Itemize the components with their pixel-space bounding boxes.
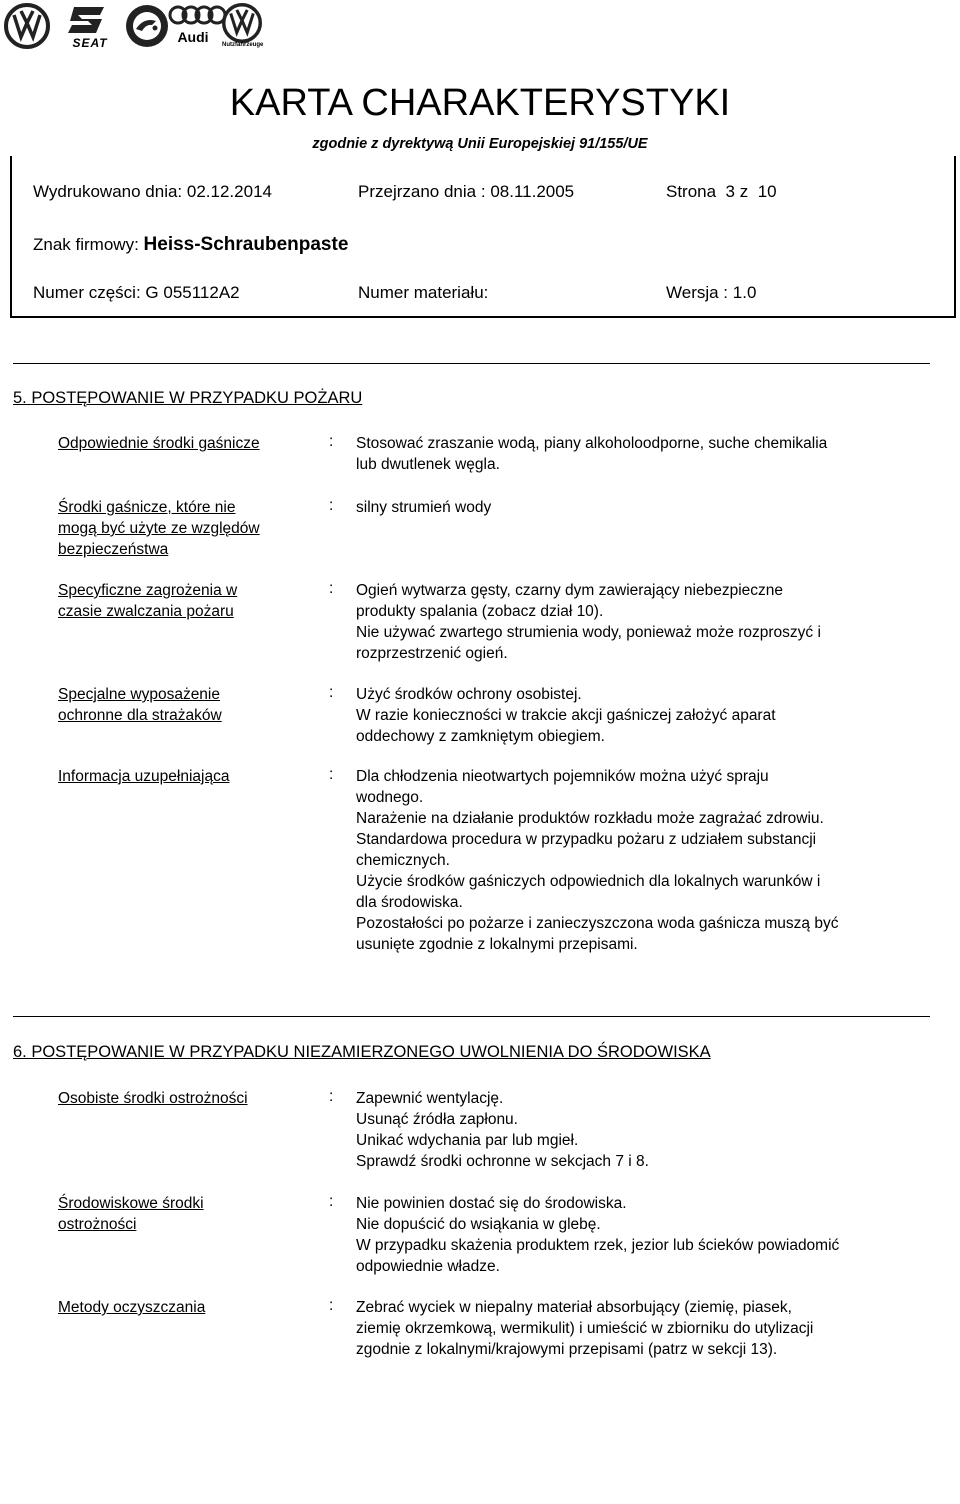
nutzfahrzeuge-wordmark: Nutzfahrzeuge bbox=[222, 42, 264, 48]
printed-date: Wydrukowano dnia: 02.12.2014 bbox=[33, 182, 272, 201]
colon: : bbox=[329, 1088, 334, 1105]
version-value: 1.0 bbox=[732, 283, 757, 302]
colon: : bbox=[329, 684, 334, 701]
colon: : bbox=[329, 580, 334, 597]
seat-wordmark: SEAT bbox=[72, 36, 108, 50]
personal-precautions-label: Osobiste środki ostrożności bbox=[58, 1090, 248, 1107]
colon: : bbox=[329, 766, 334, 783]
reviewed-date: Przejrzano dnia : 08.11.2005 bbox=[358, 182, 575, 201]
printed-date-value: 02.12.2014 bbox=[186, 182, 272, 201]
document-title: KARTA CHARAKTERYSTYKI bbox=[229, 82, 731, 124]
unsuitable-media-value: silny strumień wody bbox=[356, 499, 492, 516]
audi-wordmark: Audi bbox=[177, 29, 209, 45]
trade-name: Znak firmowy: Heiss-Schraubenpaste bbox=[33, 234, 349, 255]
vw-commercial-logo bbox=[222, 3, 268, 49]
environmental-precautions-label: Środowiskowe środki ostrożności bbox=[58, 1195, 204, 1233]
skoda-logo bbox=[122, 3, 172, 49]
document-subtitle: zgodnie z dyrektywą Unii Europejskiej 91/155/UE bbox=[312, 136, 648, 152]
page-number: Strona 3 z 10 bbox=[666, 182, 777, 201]
audi-logo bbox=[166, 3, 228, 49]
specific-hazards-value: Ogień wytwarza gęsty, czarny dym zawierający niebezpieczne produkty spalania (zobacz dział 10). Nie używać zwartego strumienia wody, ponieważ może rozproszyć i rozprzestrzenić ogień. bbox=[356, 582, 821, 662]
colon: : bbox=[329, 1297, 334, 1314]
firefighter-equipment-label: Specjalne wyposażenie ochronne dla strażaków bbox=[58, 686, 222, 724]
environmental-precautions-value: Nie powinien dostać się do środowiska. Nie dopuścić do wsiąkania w glebę. W przypadku skażenia produktem rzek, jezior lub ścieków powiadomić odpowiednie władze. bbox=[356, 1195, 840, 1275]
section-6-rule bbox=[13, 1016, 930, 1017]
personal-precautions-value: Zapewnić wentylację. Usunąć źródła zapłonu. Unikać wdychania par lub mgieł. Sprawdź środki ochronne w sekcjach 7 i 8. bbox=[356, 1090, 649, 1170]
section-5-rule bbox=[13, 363, 930, 364]
section-5-title: 5. POSTĘPOWANIE W PRZYPADKU POŻARU bbox=[13, 389, 363, 407]
material-number: Numer materiału: bbox=[358, 283, 489, 302]
vw-logo bbox=[4, 3, 50, 49]
additional-info-label: Informacja uzupełniająca bbox=[58, 768, 230, 785]
additional-info-value: Dla chłodzenia nieotwartych pojemników można użyć spraju wodnego. Narażenie na działanie produktów rozkładu może zagrażać zdrowiu. Standardowa procedura w przypadku pożaru z udziałem substancji chemicznych. Użycie środków gaśniczych odpowiednich dla lokalnych warunków i dla środowiska. Pozostałości po pożarze i zanieczyszczona woda gaśnicza muszą być usunięte zgodnie z lokalnymi przepisami. bbox=[356, 768, 839, 953]
section-6-title: 6. POSTĘPOWANIE W PRZYPADKU NIEZAMIERZONEGO UWOLNIENIA DO ŚRODOWISKA bbox=[13, 1043, 711, 1061]
reviewed-date-value: 08.11.2005 bbox=[490, 182, 575, 201]
extinguishing-media-label: Odpowiednie środki gaśnicze bbox=[58, 435, 260, 452]
colon: : bbox=[329, 1193, 334, 1210]
colon: : bbox=[329, 497, 334, 514]
seat-logo bbox=[60, 3, 120, 49]
version: Wersja : 1.0 bbox=[666, 283, 757, 302]
part-number-value: G 055112A2 bbox=[145, 283, 240, 302]
unsuitable-media-label: Środki gaśnicze, które nie mogą być użyte ze względów bezpieczeństwa bbox=[58, 499, 260, 558]
cleanup-methods-value: Zebrać wyciek w niepalny materiał absorbujący (ziemię, piasek, ziemię okrzemkową, wermikulit) i umieścić w zbiorniku do utylizacji zgodnie z lokalnymi/krajowymi przepisami (patrz w sekcji 13). bbox=[356, 1299, 814, 1358]
cleanup-methods-label: Metody oczyszczania bbox=[58, 1299, 206, 1316]
specific-hazards-label: Specyficzne zagrożenia w czasie zwalczania pożaru bbox=[58, 582, 238, 620]
firefighter-equipment-value: Użyć środków ochrony osobistej. W razie konieczności w trakcie akcji gaśniczej założyć aparat oddechowy z zamkniętym obiegiem. bbox=[356, 686, 776, 745]
part-number: Numer części: G 055112A2 bbox=[33, 283, 240, 302]
extinguishing-media-value: Stosować zraszanie wodą, piany alkoholoodporne, suche chemikalia lub dwutlenek węgla. bbox=[356, 435, 828, 473]
trade-name-value: Heiss-Schraubenpaste bbox=[143, 234, 349, 255]
colon: : bbox=[329, 433, 334, 450]
